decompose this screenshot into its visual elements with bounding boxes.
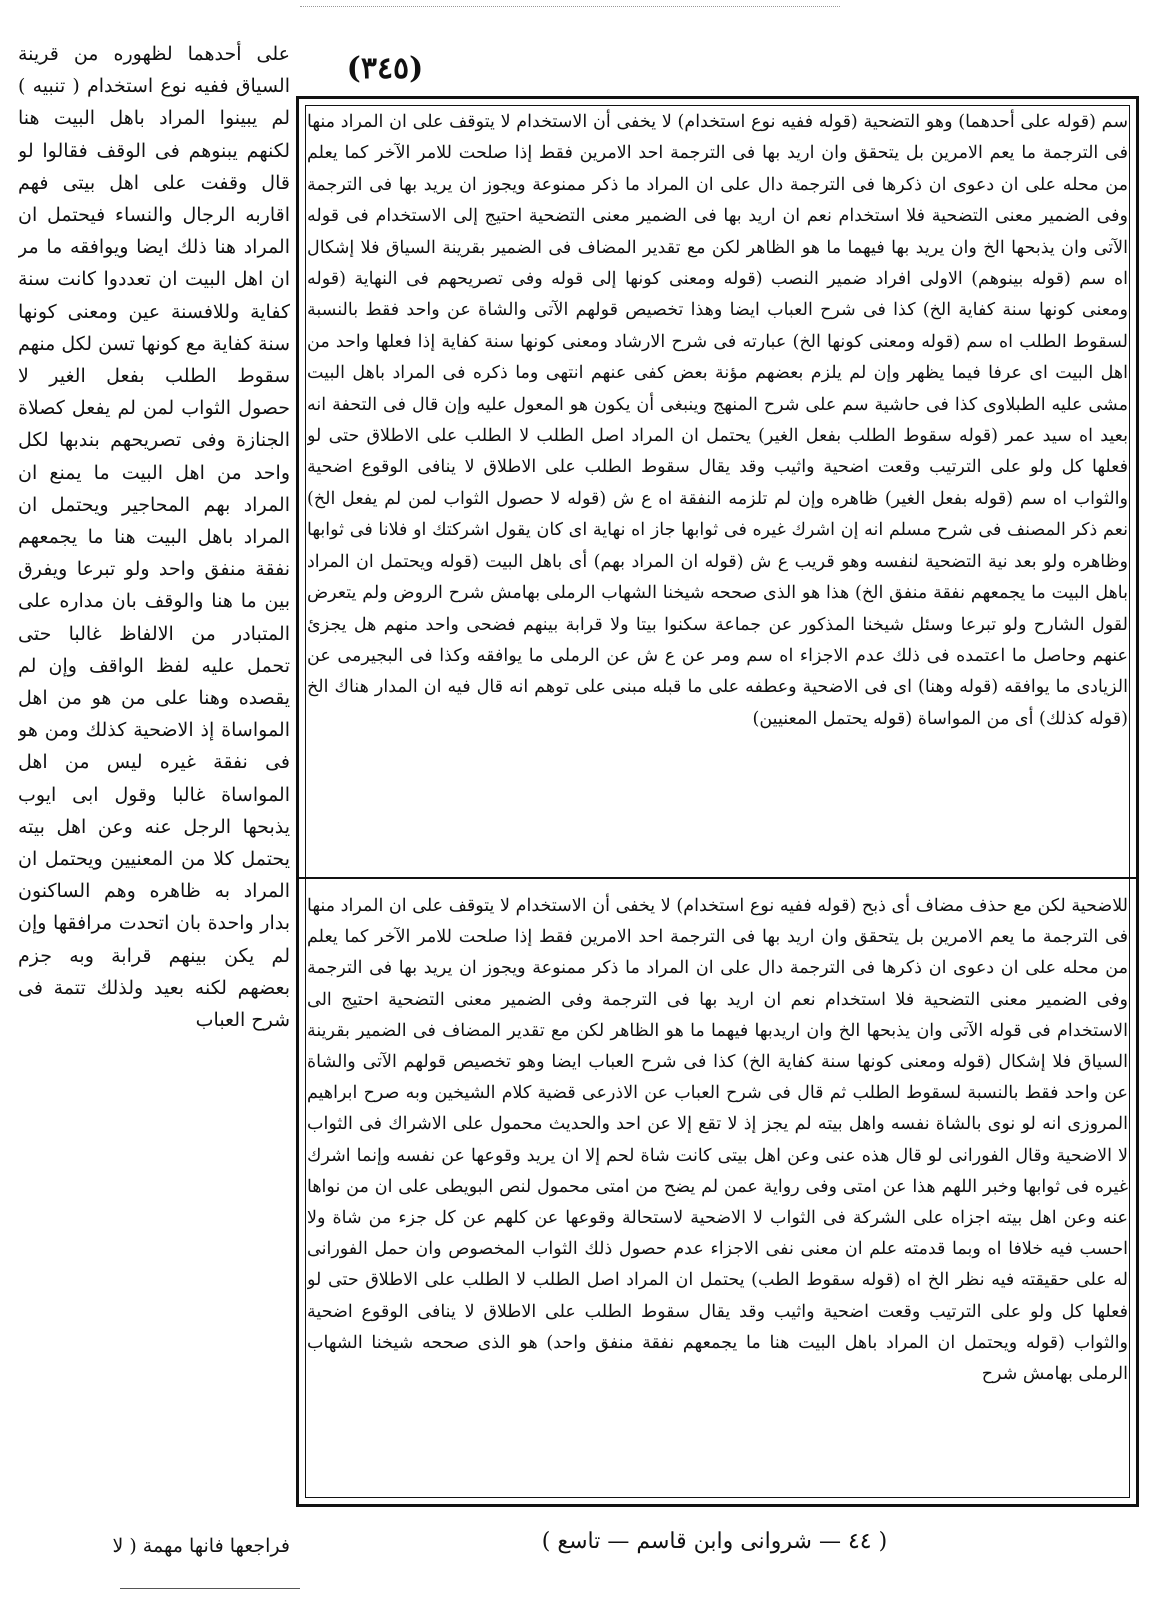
commentary-top-block <box>307 107 1128 863</box>
commentary-bottom-text: للاضحية لكن مع حذف مضاف أى ذبح (قوله ففيه نوع استخدام) لا يخفى أن الاستخدام لا يتوقف على ان المراد منها فى الترجمة ما يعم الامرين بل يتحقق وان اريد بها فى الترجمة احد الامرين فقط إذا صلحت للامر الآخر كما يعلم من محله على ان دعوى ان ذكرها فى الترجمة دال على ان المراد ما ذكر ممنوعة ويجوز ان يريد بها فى الترجمة وفى الضمير معنى التضحية فلا استخدام نعم ان اريد بها فى الترجمة وفى الضمير معنى التضحية احتيج الى الاستخدام فى قوله الآتى وان يذبحها الخ وان اريدبها فيهما ما هو الظاهر لكن مع تقدير المضاف فى الضمير بقرينة السياق فلا إشكال (قوله ومعنى كونها سنة كفاية الخ) كذا فى شرح العباب ايضا وهو تخصيص قولهم الآتى والشاة عن واحد فقط بالنسبة لسقوط الطلب ثم قال فى شرح العباب عن الاذرعى قضية كلام الشيخين وبه صرح ابراهيم المروزى انه لو نوى بالشاة نفسه واهل بيته لم يجز إذ لا تقع إلا عن احد والحديث محمول على الاشراك فى الثواب لا الاضحية وقال الفورانى لو قال هذه عنى وعن اهل بيتى كانت شاة لحم إلا ان يريد وقوعها عن نفسه وإنما اشرك غيره فى ثوابها وخبر اللهم هذا عن امتى وفى رواية عمن لم يضح من امتى محمول لنص البويطى على ان من نواها عنه وعن اهل بيته اجزاه على الشركة فى الثواب لا الاضحية لاستحالة وقوعها عن كلهم عن كل جزء من شاة ولا احسب فيه خلافا اه وبما قدمته علم ان معنى نفى الاجزاء عدم حصول ذلك الثواب المخصوص وان حمل الفورانى له على حقيقته فيه نظر الخ اه (قوله سقوط الطب) يحتمل ان المراد اصل الطلب لا الطلب على الاطلاق حتى لو فعلها كل ولو على الترتيب وقعت اضحية واثيب وقد يقال سقوط الطلب على الاطلاق لا ينافى الوقوع اضحية والثواب (قوله ويحتمل ان المراد باهل البيت هنا ما يجمعهم نفقة منفق واحد) هو الذى صححه شيخنا الشهاب الرملى بهامش شرح <box>307 896 1128 1385</box>
top-rule <box>300 6 840 7</box>
margin-text-column <box>18 38 290 1506</box>
main-text-frame <box>296 96 1139 1507</box>
commentary-top-text: سم (قوله على أحدهما) وهو التضحية (قوله ففيه نوع استخدام) لا يخفى أن الاستخدام لا يتوقف على ان المراد منها فى الترجمة ما يعم الامرين بل يتحقق وان اريد بها فى الترجمة احد الامرين فقط إذا صلحت للامر الآخر كما يعلم من محله على ان دعوى ان ذكرها فى الترجمة دال على ان المراد ما ذكر ممنوعة ويجوز ان يريد بها فى الترجمة وفى الضمير معنى التضحية فلا استخدام نعم ان اريد بها فى الضمير معنى التضحية احتيج إلى الاستخدام فى قوله الآتى وان يذبحها الخ وان يريد بها فيهما ما هو الظاهر لكن مع تقدير المضاف فى الضمير بقرينة السياق فلا إشكال اه سم (قوله بينوهم) الاولى افراد ضمير النصب (قوله ومعنى كونها إلى قوله وفى تصريحهم فى النهاية (قوله ومعنى كونها سنة كفاية الخ) كذا فى شرح العباب ايضا وهذا تخصيص قولهم الآتى والشاة عن واحد فقط بالنسبة لسقوط الطلب اه سم (قوله ومعنى كونها الخ) عبارته فى شرح الارشاد ومعنى كونها سنة كفاية إذا فعلها واحد من اهل البيت اى عرفا فيما يظهر وإن لم يلزم بعضهم مؤنة بعض كفى عنهم انتهى وما ذكره فى المراد باهل البيت مشى عليه الطبلاوى كذا فى حاشية سم على شرح المنهج وينبغى أن يكون هو المعول عليه وإن قال فى التحفة انه بعيد اه سيد عمر (قوله سقوط الطلب بفعل الغير) يحتمل ان المراد اصل الطلب لا الطلب على الاطلاق حتى لو فعلها كل ولو على الترتيب وقعت اضحية واثيب وقد يقال سقوط الطلب على الاطلاق لا ينافى الوقوع اضحية والثواب اه سم (قوله بفعل الغير) ظاهره وإن لم تلزمه النفقة اه ع ش (قوله لا حصول الثواب لمن لم يفعل الخ) نعم ذكر المصنف فى شرح مسلم انه إن اشرك غيره فى ثوابها جاز اه نهاية اى كان يقول اشركتك او فلانا فى ثوابها وظاهره ولو بعد نية التضحية لنفسه وهو قريب ع ش (قوله ان المراد بهم) أى باهل البيت (قوله ويحتمل ان المراد باهل البيت ما يجمعهم نفقة منفق الخ) هذا هو الذى صححه شيخنا الشهاب الرملى بهامش شرح الروض ولم يتعرض لقول الشارح ولو تبرعا وسئل شيخنا المذكور عن جماعة سكنوا بيتا ولا قرابة بينهم فضحى واحد منهم هل يجزئ عنهم وحاصل ما اعتمده فى ذلك عدم الاجزاء اه سم ومر عن ع ش عن الرملى ما يوافقه وكذا فى البجيرمى عن الزيادى ما يوافقه (قوله وهنا) اى فى الاضحية وعطفه على ما قبله مبنى على توهم انه قال فيه ان المدار هناك الخ (قوله كذلك) أى من المواساة (قوله يحتمل المعنيين) <box>307 112 1128 729</box>
page-number: (٣٤٥) <box>346 51 424 86</box>
bottom-rule <box>120 1588 300 1589</box>
commentary-bottom-block <box>307 891 1128 1486</box>
margin-last-line: فراجعها فانها مهمة ( لا <box>112 1535 290 1557</box>
section-divider <box>299 877 1136 879</box>
margin-text: على أحدهما لظهوره من قرينة السياق ففيه نوع استخدام ( تنبيه ) لم يبينوا المراد باهل البيت هنا لكنهم يبنوهم فى الوقف فقالوا لو قال وقفت على اهل بيتى فهم اقاربه الرجال والنساء فيحتمل ان المراد هنا ذلك ايضا ويوافقه ما مر ان اهل البيت ان تعددوا كانت سنة كفاية وللافسنة عين ومعنى كونها سنة كفاية مع كونها تسن لكل منهم سقوط الطلب بفعل الغير لا حصول الثواب لمن لم يفعل كصلاة الجنازة وفى تصريحهم بندبها لكل واحد من اهل البيت ما يمنع ان المراد بهم المحاجير ويحتمل ان المراد باهل البيت هنا ما يجمعهم نفقة منفق واحد ولو تبرعا ويفرق بين ما هنا والوقف بان مداره على المتبادر من الالفاظ غالبا حتى تحمل عليه لفظ الواقف وإن لم يقصده وهنا على من هو من اهل المواساة إذ الاضحية كذلك ومن هو فى نفقة غيره ليس من اهل المواساة غالبا وقول ابى ايوب يذبحها الرجل عنه وعن اهل بيته يحتمل كلا من المعنيين ويحتمل ان المراد به ظاهره وهم الساكنون بدار واحدة بان اتحدت مرافقها وإن لم يكن بينهم قرابة وبه جزم بعضهم لكنه بعيد ولذلك تتمة فى شرح العباب <box>18 43 290 1032</box>
page-footer: ( ٤٤ — شروانى وابن قاسم — تاسع ) <box>541 1529 888 1554</box>
